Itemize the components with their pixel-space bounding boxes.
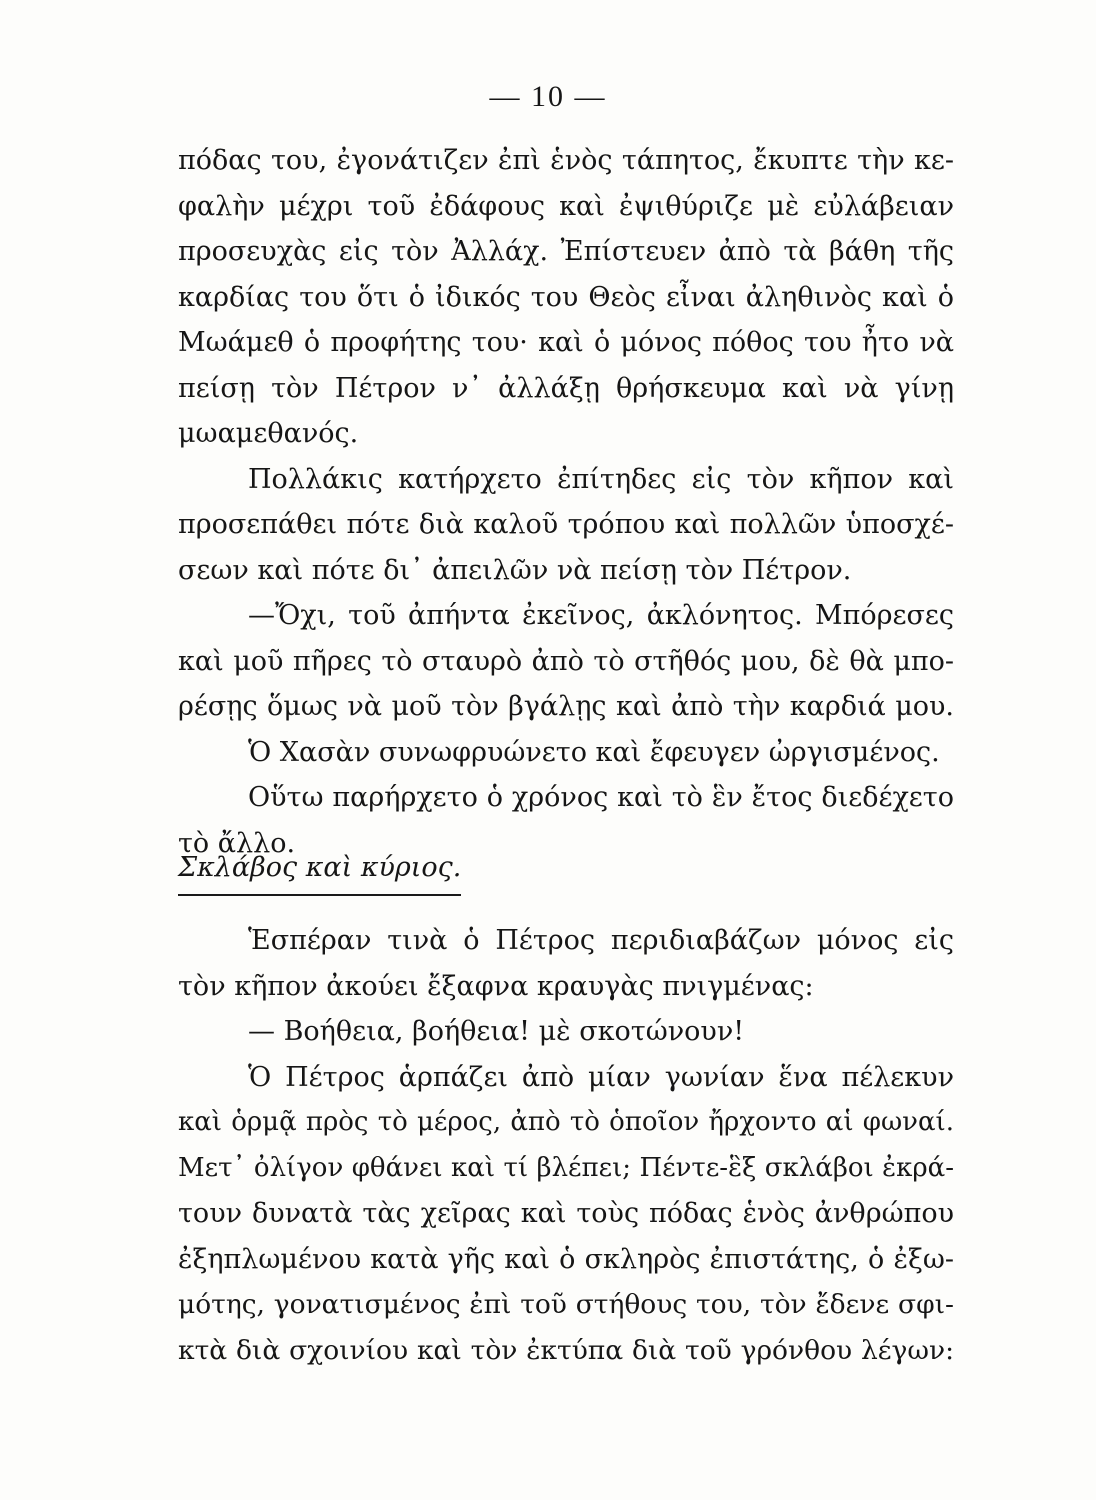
text-line: Ἑσπέραν τινὰ ὁ Πέτρος περιδιαβάζων μόνος εἰς <box>248 925 954 956</box>
text-line: κτὰ διὰ σχοινίου καὶ τὸν ἐκτύπα διὰ τοῦ γρόνθου λέγων: <box>178 1334 954 1366</box>
page-number: — 10 — <box>489 80 607 113</box>
text-line: καρδίας του ὅτι ὁ ἰδικός του Θεὸς εἶναι ἀληθινὸς καὶ ὁ <box>178 281 954 313</box>
text-line: —Ὄχι, τοῦ ἀπήντα ἐκεῖνος, ἀκλόνητος. Μπόρεσες <box>248 600 954 631</box>
text-line: πείσῃ τὸν Πέτρον ν᾽ ἀλλάξῃ θρήσκευμα καὶ νὰ γίνῃ <box>178 372 954 404</box>
text-line: τὸ ἄλλο. <box>178 827 296 859</box>
text-line: μωαμεθανός. <box>178 418 359 449</box>
text-block-lower <box>178 918 954 1373</box>
text-line: σεων καὶ πότε δι᾽ ἀπειλῶν νὰ πείσῃ τὸν Πέτρον. <box>178 554 852 586</box>
text-line: προσεπάθει πότε διὰ καλοῦ τρόπου καὶ πολλῶν ὑποσχέ- <box>178 509 954 540</box>
text-block-upper <box>178 138 954 866</box>
text-line: καὶ μοῦ πῆρες τὸ σταυρὸ ἀπὸ τὸ στῆθός μου, δὲ θὰ μπο- <box>178 645 954 677</box>
text-line: μότης, γονατισμένος ἐπὶ τοῦ στήθους του, τὸν ἔδενε σφι- <box>178 1289 954 1320</box>
text-line: πόδας του, ἐγονάτιζεν ἐπὶ ἑνὸς τάπητος, ἔκυπτε τὴν κε- <box>178 145 954 176</box>
text-line: φαλὴν μέχρι τοῦ ἐδάφους καὶ ἐψιθύριζε μὲ εὐλάβειαν <box>178 190 954 222</box>
text-line: Οὕτω παρήρχετο ὁ χρόνος καὶ τὸ ἓν ἔτος διεδέχετο <box>248 782 954 813</box>
text-line: ρέσῃς ὅμως νὰ μοῦ τὸν βγάλῃς καὶ ἀπὸ τὴν καρδιά μου. <box>178 691 954 722</box>
text-line: ἐξηπλωμένου κατὰ γῆς καὶ ὁ σκληρὸς ἐπιστάτης, ὁ ἐξω- <box>178 1243 954 1275</box>
text-line: τὸν κῆπον ἀκούει ἔξαφνα κραυγὰς πνιγμένας: <box>178 970 814 1002</box>
text-line: προσευχὰς εἰς τὸν Ἀλλάχ. Ἐπίστευεν ἀπὸ τὰ βάθη τῆς <box>178 236 954 267</box>
text-line: καὶ ὁρμᾷ πρὸς τὸ μέρος, ἀπὸ τὸ ὁποῖον ἤρχοντο αἱ φωναί. <box>178 1107 954 1137</box>
text-line: Ὁ Πέτρος ἁρπάζει ἀπὸ μίαν γωνίαν ἕνα πέλεκυν <box>248 1061 954 1093</box>
section-heading: Σκλάβος καὶ κύριος. <box>178 848 461 896</box>
text-line: — Βοήθεια, βοήθεια! μὲ σκοτώνουν! <box>248 1016 745 1047</box>
text-line: Πολλάκις κατήρχετο ἐπίτηδες εἰς τὸν κῆπον καὶ <box>248 463 954 495</box>
text-line: Μωάμεθ ὁ προφήτης του· καὶ ὁ μόνος πόθος του ἦτο νὰ <box>178 327 954 358</box>
text-line: Ὁ Χασὰν συνωφρυώνετο καὶ ἔφευγεν ὠργισμένος. <box>248 736 940 768</box>
text-line: Μετ᾽ ὀλίγον φθάνει καὶ τί βλέπει; Πέντε-ἓξ σκλάβοι ἐκρά- <box>178 1152 954 1183</box>
text-line: τουν δυνατὰ τὰς χεῖρας καὶ τοὺς πόδας ἑνὸς ἀνθρώπου <box>178 1198 954 1229</box>
